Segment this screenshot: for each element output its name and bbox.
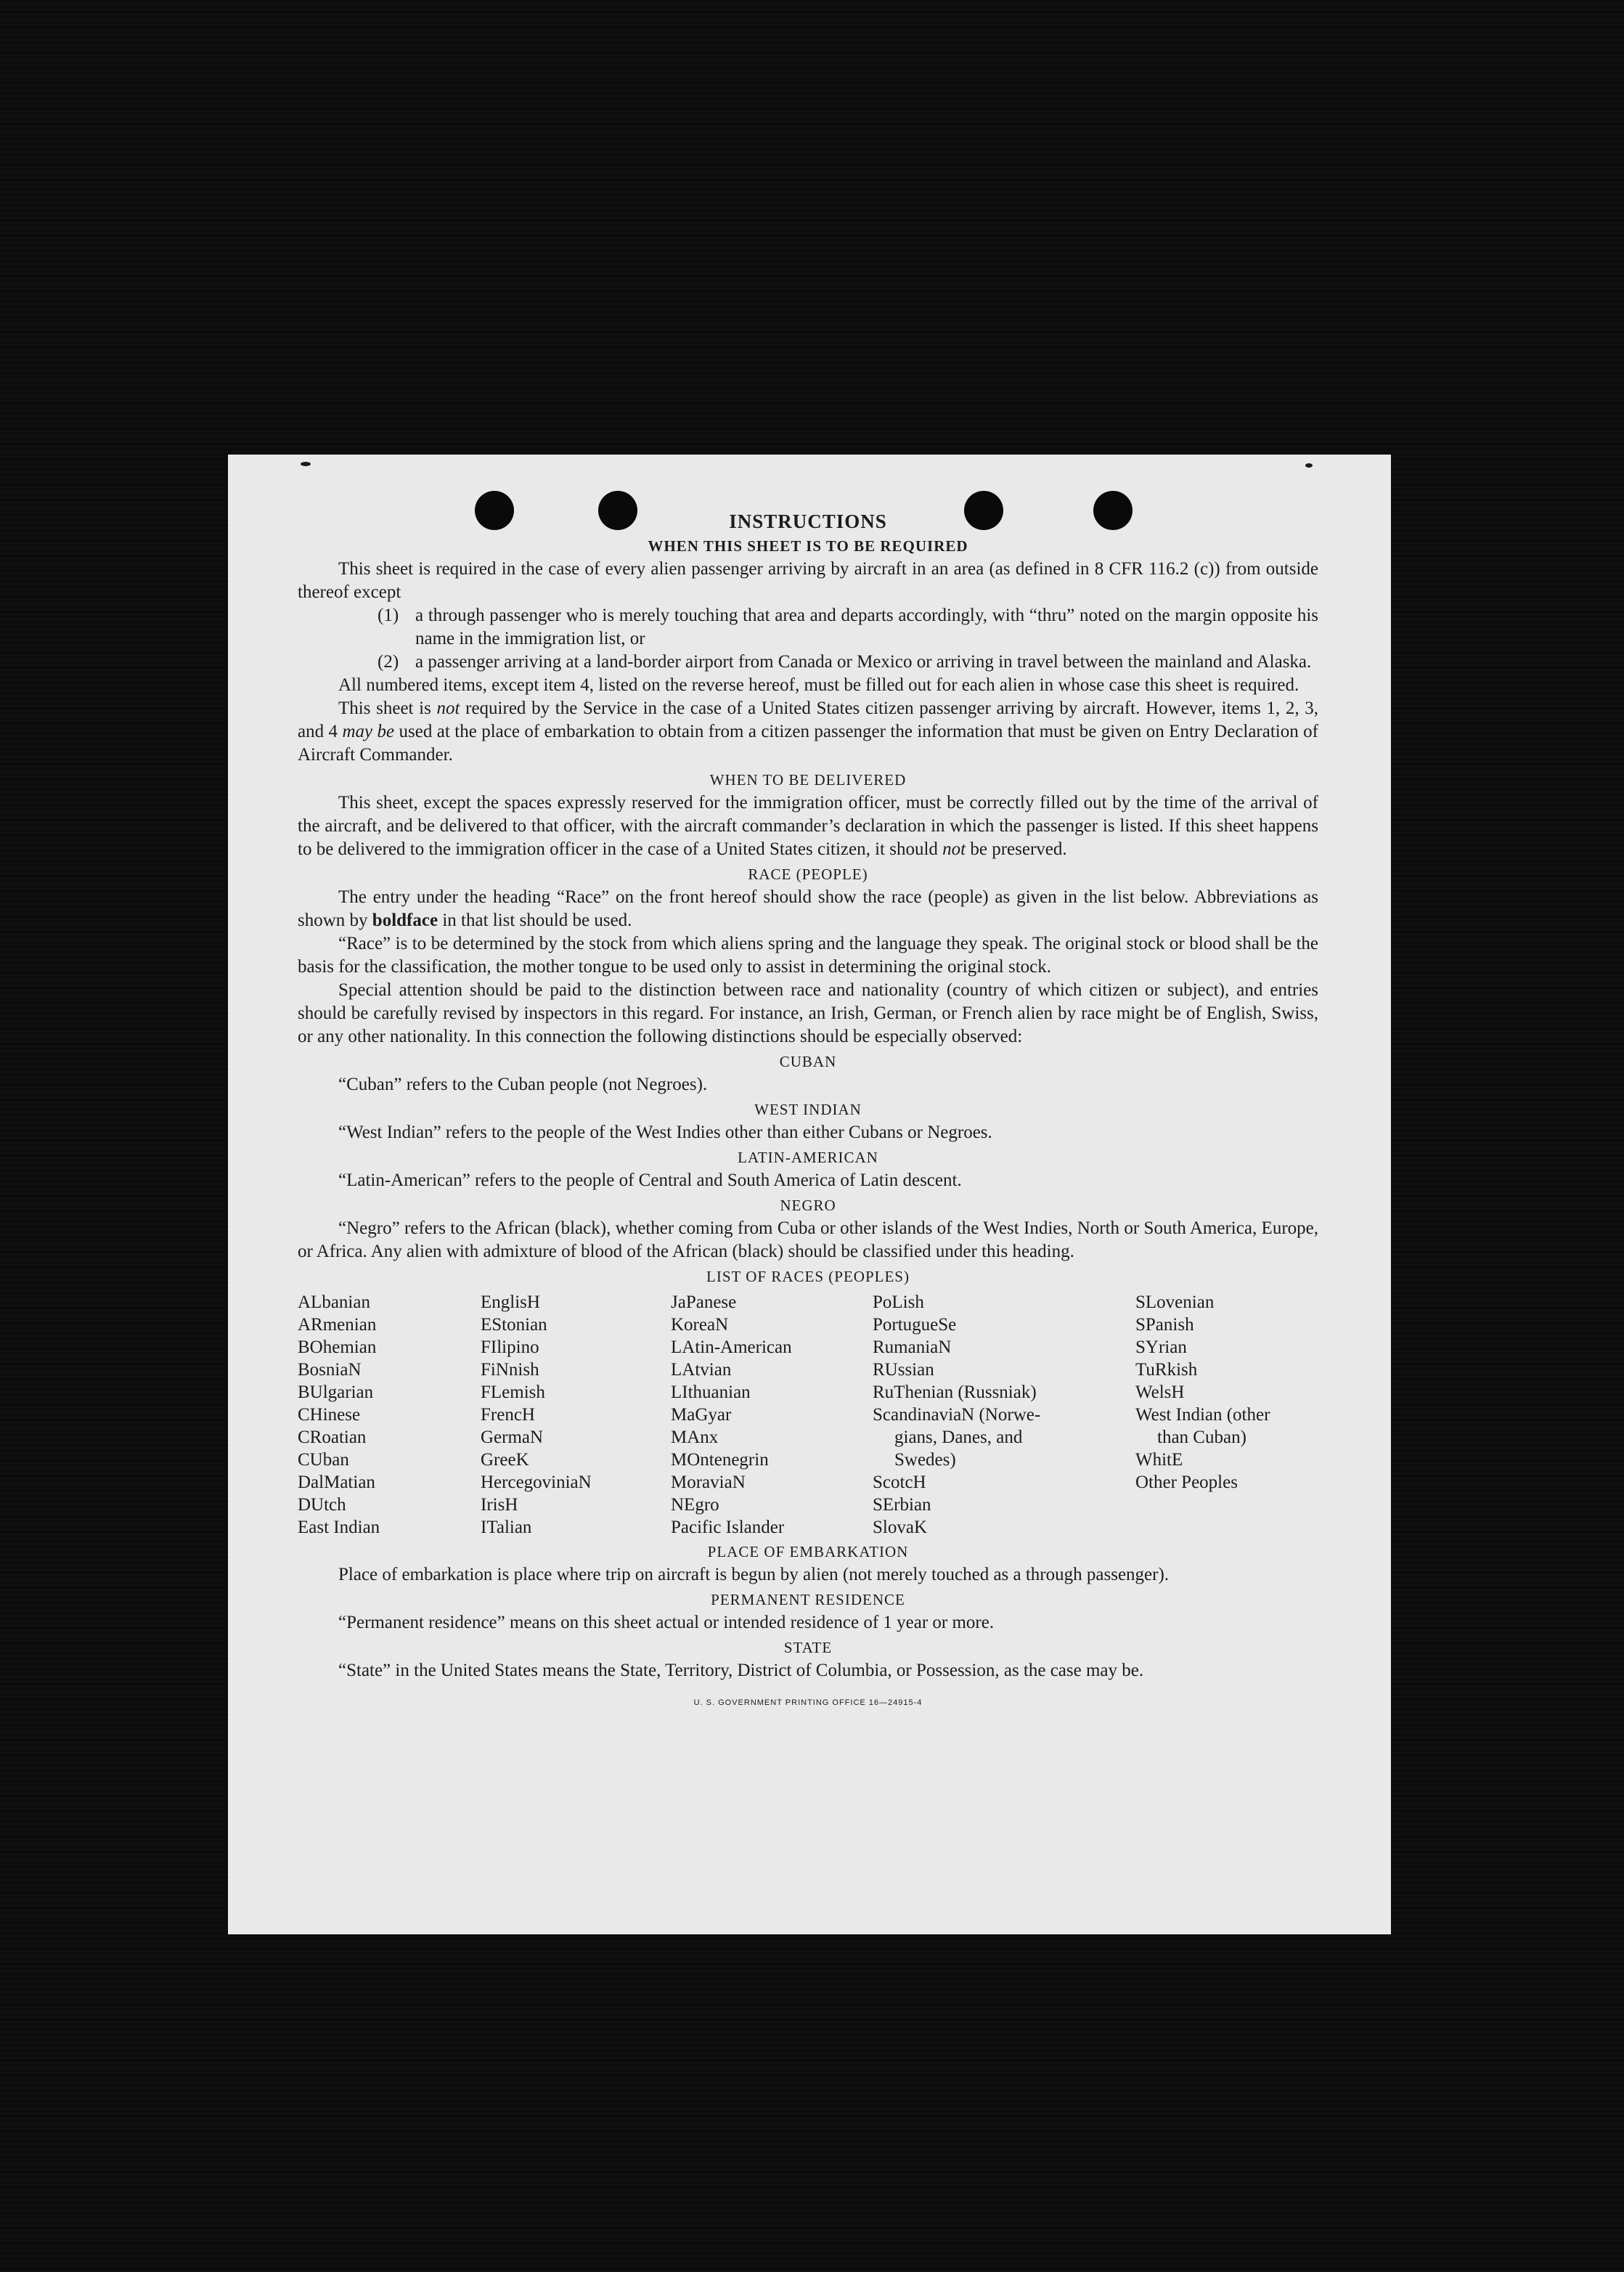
race-entry: EnglisH: [481, 1292, 540, 1312]
race-entry: SPanish: [1135, 1315, 1194, 1335]
scan-speck: [1305, 463, 1313, 468]
race-entry: LIthuanian: [671, 1383, 751, 1402]
race-entry: gians, Danes, and: [894, 1428, 1023, 1447]
list-item: [378, 651, 1318, 674]
race-entry: MoraviaN: [671, 1473, 746, 1492]
paragraph: “Negro” refers to the African (black), whether coming from Cuba or other islands of the West Indies, North or South America, Europe, or Africa. Any alien with admixture of blood of the African (black) should be classified under this heading.: [298, 1218, 1318, 1261]
paragraph: “Permanent residence” means on this sheet actual or intended residence of 1 year or more.: [338, 1613, 995, 1632]
race-entry: DalMatian: [298, 1473, 375, 1492]
paragraph: “Cuban” refers to the Cuban people (not Negroes).: [338, 1075, 708, 1094]
race-entry: Pacific Islander: [671, 1518, 785, 1537]
paragraph: “Latin-American” refers to the people of Central and South America of Latin descent.: [338, 1170, 962, 1190]
race-entry: RuThenian (Russniak): [873, 1383, 1037, 1402]
race-entry: Swedes): [894, 1450, 956, 1470]
race-entry: Other Peoples: [1135, 1473, 1238, 1492]
item-number: (2): [378, 652, 399, 672]
paragraph: “Race” is to be determined by the stock from which aliens spring and the language they speak. The original stock or blood shall be the basis for the classification, the mother tongue to be used only to assist in determining the original stock.: [298, 934, 1318, 977]
race-entry: DUtch: [298, 1495, 346, 1515]
section-heading-west-indian: WEST INDIAN: [754, 1101, 862, 1118]
section-heading-races-list: LIST OF RACES (PEOPLES): [706, 1268, 910, 1285]
race-entry: FrencH: [481, 1405, 535, 1425]
race-entry: LAtvian: [671, 1360, 732, 1380]
race-entry: GreeK: [481, 1450, 529, 1470]
text-run-italic: not: [942, 839, 966, 859]
printer-imprint: U. S. GOVERNMENT PRINTING OFFICE 16—24915-4: [693, 1698, 923, 1707]
race-entry: MOntenegrin: [671, 1450, 769, 1470]
race-entry: East Indian: [298, 1518, 380, 1537]
section-heading-state: STATE: [783, 1639, 833, 1656]
race-entry: TuRkish: [1135, 1360, 1198, 1380]
race-entry: than Cuban): [1157, 1428, 1246, 1447]
race-entry: SYrian: [1135, 1337, 1187, 1357]
section-heading-race: RACE (PEOPLE): [748, 866, 868, 883]
paragraph: “State” in the United States means the State, Territory, District of Columbia, or Possession, as the case may be.: [338, 1661, 1144, 1680]
text-run: be preserved.: [966, 839, 1067, 859]
race-entry: ScotcH: [873, 1473, 926, 1492]
text-run: This sheet, except the spaces expressly reserved for the immigration officer, must be correctly filled out by the time of the arrival of the aircraft, and be delivered to that officer, with the aircraft commander’s declaration in which the passenger is listed. If this sheet happens to be delivered to the immigration officer in the case of a United States citizen, it should: [298, 793, 1318, 859]
races-column: [1135, 1291, 1318, 1539]
paragraph: This sheet is required in the case of every alien passenger arriving by aircraft in an area (as defined in 8 CFR 116.2 (c)) from outside thereof except: [298, 559, 1318, 602]
race-entry: JaPanese: [671, 1292, 737, 1312]
race-entry: MaGyar: [671, 1405, 732, 1425]
list-item: [378, 604, 1318, 651]
section-heading-residence: PERMANENT RESIDENCE: [711, 1591, 905, 1608]
race-entry: ScandinaviaN (Norwe-: [873, 1405, 1041, 1425]
races-column: [298, 1291, 481, 1539]
race-entry: WhitE: [1135, 1450, 1183, 1470]
race-entry: BOhemian: [298, 1337, 377, 1357]
instructions-body: [298, 510, 1318, 1722]
text-run: in that list should be used.: [438, 911, 632, 930]
text-run: This sheet is: [338, 699, 437, 718]
section-heading-negro: NEGRO: [780, 1197, 836, 1214]
item-text: a through passenger who is merely touching that area and departs accordingly, with “thru” noted on the margin opposite his name in the immigration list, or: [415, 606, 1318, 648]
section-heading-embarkation: PLACE OF EMBARKATION: [707, 1543, 909, 1560]
race-entry: HercegoviniaN: [481, 1473, 592, 1492]
section-heading-latin-american: LATIN-AMERICAN: [738, 1149, 878, 1166]
races-column: [671, 1291, 873, 1539]
section-heading-cuban: CUBAN: [779, 1053, 837, 1070]
race-entry: BUlgarian: [298, 1383, 374, 1402]
text-run-bold: boldface: [372, 911, 438, 930]
races-column: [873, 1291, 1135, 1539]
race-entry: GermaN: [481, 1428, 544, 1447]
race-entry: PortugueSe: [873, 1315, 957, 1335]
item-number: (1): [378, 606, 399, 625]
text-run: required by the Service in the case of a United States citizen passenger arriving by aircraft. However, items 1, 2, 3, and 4: [298, 699, 1318, 741]
paragraph: “West Indian” refers to the people of the West Indies other than either Cubans or Negroes.: [338, 1123, 992, 1142]
race-entry: FiNnish: [481, 1360, 539, 1380]
race-entry: PoLish: [873, 1292, 924, 1312]
text-run-italic: not: [436, 699, 460, 718]
race-entry: RUssian: [873, 1360, 934, 1380]
race-entry: FLemish: [481, 1383, 545, 1402]
race-entry: SlovaK: [873, 1518, 927, 1537]
paragraph: [298, 697, 1318, 767]
page-title: INSTRUCTIONS: [729, 510, 887, 532]
scan-speck: [301, 462, 311, 466]
paragraph: All numbered items, except item 4, listed on the reverse hereof, must be filled out for each alien in whose case this sheet is required.: [338, 675, 1299, 695]
item-text: a passenger arriving at a land-border airport from Canada or Mexico or arriving in travel between the mainland and Alaska.: [415, 652, 1312, 672]
race-entry: CUban: [298, 1450, 349, 1470]
races-column: [481, 1291, 671, 1539]
race-entry: SErbian: [873, 1495, 931, 1515]
paragraph: Special attention should be paid to the distinction between race and nationality (country of which citizen or subject), and entries should be carefully revised by inspectors in this regard. For instance, an Irish, German, or French alien by race might be of English, Swiss, or any other nationality. In this connection the following distinctions should be especially observed:: [298, 980, 1318, 1046]
race-entry: MAnx: [671, 1428, 719, 1447]
document-page: [228, 455, 1391, 1934]
text-run: used at the place of embarkation to obtain from a citizen passenger the information that must be given on Entry Declaration of Aircraft Commander.: [298, 722, 1318, 765]
race-entry: IrisH: [481, 1495, 518, 1515]
race-entry: SLovenian: [1135, 1292, 1215, 1312]
race-entry: ITalian: [481, 1518, 532, 1537]
section-heading-delivered: WHEN TO BE DELIVERED: [709, 771, 907, 789]
race-entry: RumaniaN: [873, 1337, 952, 1357]
race-entry: LAtin-American: [671, 1337, 792, 1357]
race-entry: ALbanian: [298, 1292, 370, 1312]
paragraph: Place of embarkation is place where trip on aircraft is begun by alien (not merely touched as a through passenger).: [338, 1565, 1170, 1584]
race-entry: EStonian: [481, 1315, 547, 1335]
race-entry: CHinese: [298, 1405, 361, 1425]
race-entry: NEgro: [671, 1495, 719, 1515]
race-entry: CRoatian: [298, 1428, 367, 1447]
text-run-italic: may be: [342, 722, 395, 741]
races-list: [298, 1291, 1318, 1539]
section-heading-required: WHEN THIS SHEET IS TO BE REQUIRED: [648, 537, 968, 555]
race-entry: BosniaN: [298, 1360, 362, 1380]
race-entry: ARmenian: [298, 1315, 377, 1335]
race-entry: KoreaN: [671, 1315, 729, 1335]
paragraph: [298, 791, 1318, 861]
race-entry: West Indian (other: [1135, 1405, 1270, 1425]
text-run: The entry under the heading “Race” on the front hereof should show the race (people) as given in the list below. Abbreviations as shown by: [298, 887, 1318, 930]
paragraph: [298, 886, 1318, 932]
race-entry: FIlipino: [481, 1337, 539, 1357]
race-entry: WelsH: [1135, 1383, 1185, 1402]
